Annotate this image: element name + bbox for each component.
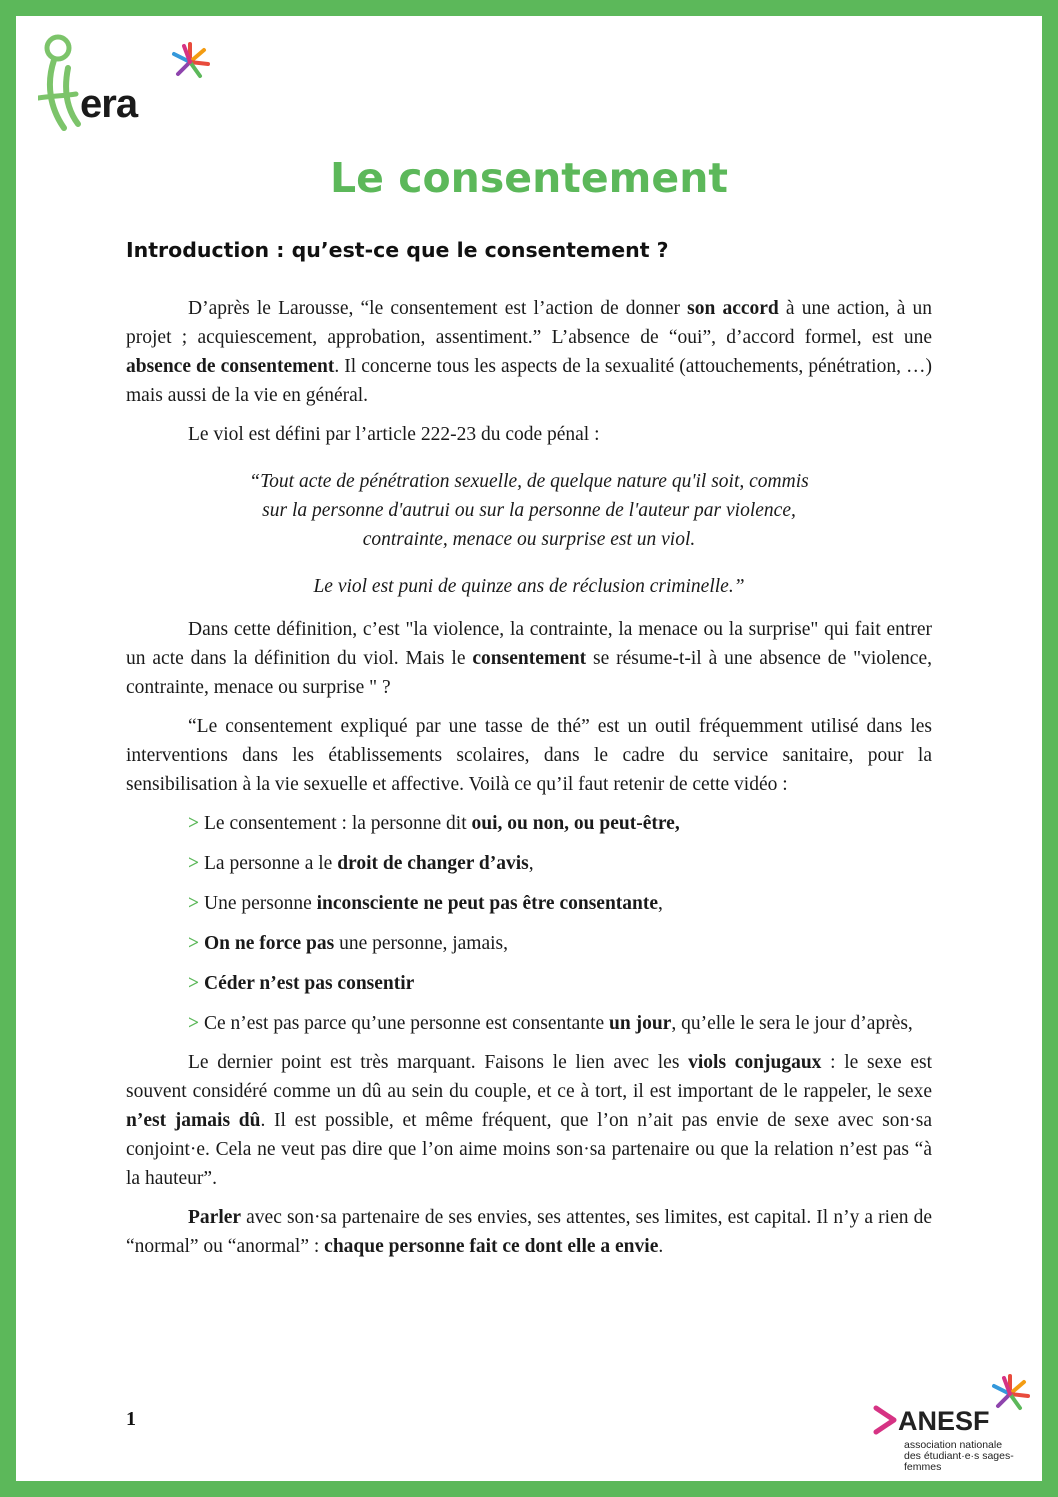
arrow-icon: > (188, 893, 200, 914)
paragraph-conclusion: Parler avec son·sa partenaire de ses envies, ses attentes, ses limites, est capital. Il n’y a rien de “normal” ou “anormal” : chaque personne fait ce dont elle a envie. (126, 1207, 932, 1257)
paragraph-marital-rape: Le dernier point est très marquant. Faisons le lien avec les viols conjugaux : le sexe est souvent considéré comme un dû au sein du couple, et ce à tort, il est important de le rappeler, le sexe n’est jamais dû. Il est possible, et même fréquent, que l’on n’ait pas envie de sexe avec son·sa conjoint·e. Cela ne veut pas dire que l’on aime moins son·sa partenaire ou que la relation n’est pas “à la hauteur”. (126, 1052, 932, 1189)
anesf-logo (868, 1368, 1038, 1472)
paragraph-tea-video: “Le consentement expliqué par une tasse de thé” est un outil fréquemment utilisé dans les interventions dans les établissements scolaires, dans le cadre du service sanitaire, pour la sensibilisation à la vie sexuelle et affective. Voilà ce qu’il faut retenir de cette vidéo : (126, 716, 932, 795)
list-item: > On ne force pas une personne, jamais, (188, 933, 509, 954)
list-item: > Le consentement : la personne dit oui, ou non, ou peut-être, (188, 813, 680, 834)
section-heading: Introduction : qu’est-ce que le consentement ? (126, 238, 669, 262)
page-number: 1 (126, 1408, 136, 1430)
anesf-logo-subtitle: association nationale des étudiant·e·s sages-femmes (904, 1439, 1014, 1473)
paragraph-analysis: Dans cette définition, c’est "la violence, la contrainte, la menace ou la surprise" qui fait entrer un acte dans la définition du viol. Mais le consentement se résume-t-il à une absence de "violence, contrainte, menace ou surprise " ? (126, 619, 932, 698)
list-item: > Ce n’est pas parce qu’une personne est consentante un jour, qu’elle le sera le jour d’après, (188, 1013, 913, 1034)
anesf-logo-text: ANESF (898, 1406, 990, 1436)
arrow-icon: > (188, 933, 200, 954)
hera-logo (38, 24, 228, 136)
page-title: Le consentement (330, 154, 728, 202)
arrow-icon: > (188, 853, 200, 874)
key-points-list (126, 809, 932, 1038)
legal-quote-penalty: Le viol est puni de quinze ans de réclusion criminelle.” (313, 576, 745, 597)
list-item: > Une personne inconsciente ne peut pas être consentante, (188, 893, 663, 914)
arrow-icon: > (188, 1013, 200, 1034)
list-item: > Céder n’est pas consentir (188, 973, 415, 994)
hera-logo-text: era (80, 82, 138, 126)
paragraph-definition: Le viol est défini par l’article 222-23 du code pénal : (188, 424, 600, 445)
document-body (126, 294, 932, 1261)
arrow-icon: > (188, 813, 200, 834)
paragraph-intro: D’après le Larousse, “le consentement est l’action de donner son accord à une action, à un projet ; acquiescement, approbation, assentiment.” L’absence de “oui”, d’accord formel, est une absence de consentement. Il concerne tous les aspects de la sexualité (attouchements, pénétration, …) mais aussi de la vie en général. (126, 298, 932, 406)
document-page (16, 16, 1042, 1481)
list-item: > La personne a le droit de changer d’avis, (188, 853, 534, 874)
legal-quote: “Tout acte de pénétration sexuelle, de quelque nature qu'il soit, commis sur la personne d'autrui ou sur la personne de l'auteur par violence, contrainte, menace ou surprise est un viol. (249, 471, 809, 550)
arrow-icon: > (188, 973, 200, 994)
